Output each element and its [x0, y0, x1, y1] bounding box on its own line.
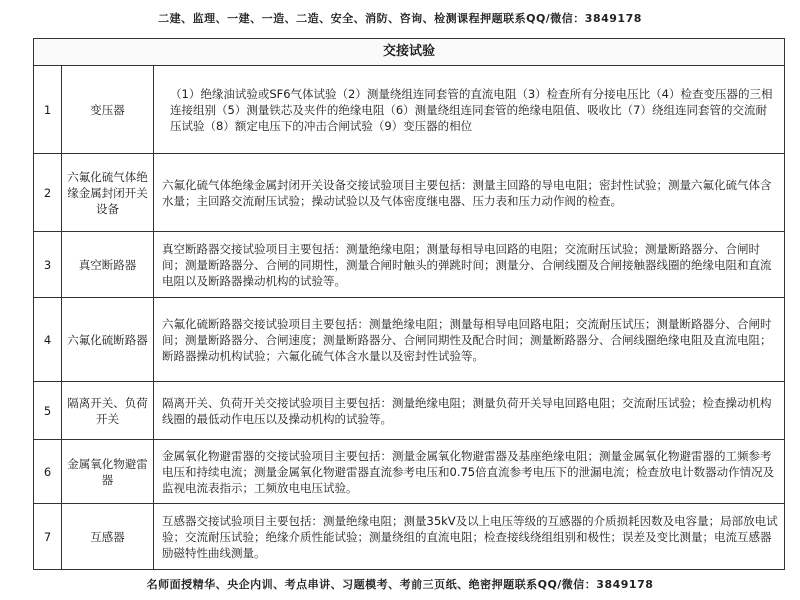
- row-number: 1: [34, 66, 62, 154]
- test-items: 六氟化硫断路器交接试验项目主要包括：测量绝缘电阻；测量每相导电回路电阻；交流耐压试压；测量断路器分、合闸时间；测量断路器分、合闸速度；测量断路器分、合闸同期性及配合时间；测量断路器分、合闸线圈绝缘电阻及直流电阻；断路器操动机构试验；六氟化硫气体含水量以及密封性试验等。: [154, 298, 785, 382]
- header-banner: 二建、监理、一建、一造、二造、安全、消防、咨询、检测课程押题联系QQ/微信：3849178: [158, 12, 642, 25]
- test-items: 真空断路器交接试验项目主要包括：测量绝缘电阻；测量每相导电回路的电阻；交流耐压试验；测量断路器分、合闸时间；测量断路器分、合闸的同期性，测量合闸时触头的弹跳时间；测量分、合闸线圈及合闸接触器线圈的绝缘电阻和直流电阻以及断路器操动机构的试验等。: [154, 232, 785, 298]
- row-number: 4: [34, 298, 62, 382]
- test-items: （1）绝缘油试验或SF6气体试验（2）测量绕组连同套管的直流电阻（3）检查所有分接电压比（4）检查变压器的三相连接组别（5）测量铁芯及夹件的绝缘电阻（6）测量绕组连同套管的绝缘电阻值、吸收比（7）绕组连同套管的交流耐压试验（8）额定电压下的冲击合闸试验（9）变压器的相位: [154, 66, 785, 154]
- equipment-name: 互感器: [62, 504, 154, 570]
- test-items: 互感器交接试验项目主要包括：测量绝缘电阻；测量35kV及以上电压等级的互感器的介质损耗因数及电容量；局部放电试验；交流耐压试验；绝缘介质性能试验；测量绕组的直流电阻；检查接线绕组组别和极性；误差及变比测量；电流互感器励磁特性曲线测量。: [154, 504, 785, 570]
- table-row: [34, 504, 785, 570]
- row-number: 6: [34, 440, 62, 504]
- footer-banner: 名师面授精华、央企内训、考点串讲、习题模考、考前三页纸、绝密押题联系QQ/微信：3849178: [146, 578, 654, 591]
- test-items: 金属氧化物避雷器的交接试验项目主要包括：测量金属氧化物避雷器及基座绝缘电阻；测量金属氧化物避雷器的工频参考电压和持续电流；测量金属氧化物避雷器直流参考电压和0.75倍直流参考电压下的泄漏电流；检查放电计数器动作情况及监视电流表指示；工频放电电压试验。: [154, 440, 785, 504]
- row-number: 7: [34, 504, 62, 570]
- equipment-name: 变压器: [62, 66, 154, 154]
- equipment-name: 金属氧化物避雷器: [62, 440, 154, 504]
- equipment-name: 六氟化硫气体绝缘金属封闭开关设备: [62, 154, 154, 232]
- test-items: 六氟化硫气体绝缘金属封闭开关设备交接试验项目主要包括：测量主回路的导电电阻；密封性试验；测量六氟化硫气体含水量；主回路交流耐压试验；操动试验以及气体密度继电器、压力表和压力动作阀的检查。: [154, 154, 785, 232]
- row-number: 5: [34, 382, 62, 440]
- handover-test-table: [33, 38, 785, 570]
- row-number: 3: [34, 232, 62, 298]
- equipment-name: 六氟化硫断路器: [62, 298, 154, 382]
- table-row: [34, 382, 785, 440]
- table-row: [34, 440, 785, 504]
- equipment-name: 隔离开关、负荷开关: [62, 382, 154, 440]
- table-row: [34, 154, 785, 232]
- table-row: [34, 66, 785, 154]
- equipment-name: 真空断路器: [62, 232, 154, 298]
- test-items: 隔离开关、负荷开关交接试验项目主要包括：测量绝缘电阻；测量负荷开关导电回路电阻；交流耐压试验；检查操动机构线圈的最低动作电压以及操动机构的试验等。: [154, 382, 785, 440]
- table-row: [34, 298, 785, 382]
- table-title-row: [34, 39, 785, 66]
- table-row: [34, 232, 785, 298]
- row-number: 2: [34, 154, 62, 232]
- table-title: 交接试验: [34, 39, 785, 66]
